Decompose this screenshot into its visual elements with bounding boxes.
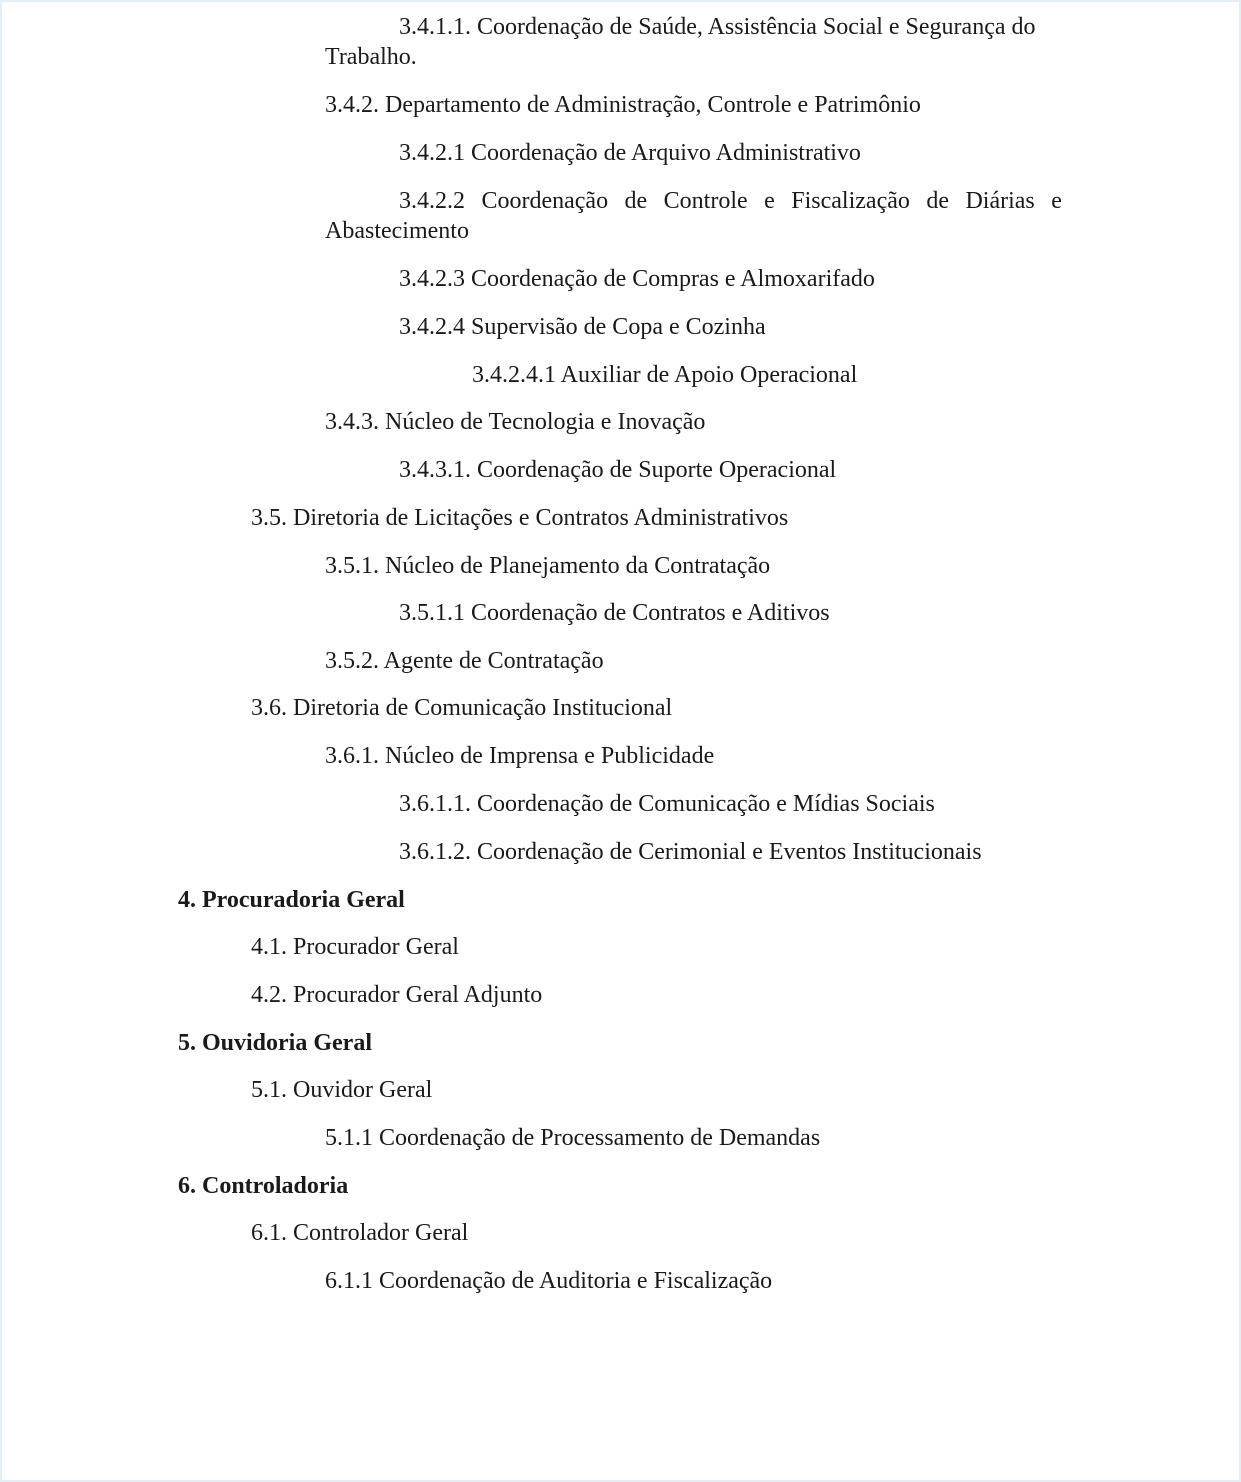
- list-item-text: 3.4.2.1 Coordenação de Arquivo Administrativo: [399, 140, 861, 166]
- section-heading-5: [178, 1028, 372, 1058]
- justified-word: e: [1051, 188, 1062, 214]
- list-item-3-4-3-1: [399, 455, 836, 485]
- list-item-3-6-1-1: [399, 789, 935, 819]
- justified-word: Diárias: [965, 188, 1035, 214]
- list-item-text: 3.4.3.1. Coordenação de Suporte Operacional: [399, 457, 837, 483]
- justified-word: Coordenação: [481, 188, 609, 214]
- justified-word: de: [926, 188, 949, 214]
- list-item-3-4-2-3: [399, 264, 875, 294]
- list-item-3-4-2-2: [399, 186, 1062, 216]
- list-item-3-4-2: [325, 90, 921, 120]
- list-item-text: 5.1. Ouvidor Geral: [251, 1077, 433, 1103]
- list-item-3-4-2-2-continuation: [325, 216, 469, 246]
- section-heading-6: [178, 1171, 348, 1201]
- list-item-text: Trabalho.: [325, 44, 417, 70]
- justified-word: de: [624, 188, 648, 214]
- justified-word: 3.4.2.2: [399, 188, 465, 214]
- list-item-3-4-2-4: [399, 312, 766, 342]
- list-item-3-6-1: [325, 741, 714, 771]
- list-item-3-4-3: [325, 407, 705, 437]
- list-item-3-4-1-1: [399, 12, 1062, 42]
- section-heading-text: 6. Controladoria: [178, 1173, 349, 1199]
- list-item-text: 3.5. Diretoria de Licitações e Contratos Administrativos: [251, 505, 789, 531]
- list-item-text: 5.1.1 Coordenação de Processamento de Demandas: [325, 1125, 821, 1151]
- list-item-6-1: [251, 1218, 468, 1248]
- list-item-text: 3.5.1.1 Coordenação de Contratos e Aditivos: [399, 600, 830, 626]
- list-item-text: 3.6.1.2. Coordenação de Cerimonial e Eventos Institucionais: [399, 839, 982, 865]
- list-item-3-5: [251, 503, 788, 533]
- list-item-3-5-2: [325, 646, 604, 676]
- list-item-text: 3.4.2.4 Supervisão de Copa e Cozinha: [399, 314, 766, 340]
- section-heading-4: [178, 885, 405, 915]
- list-item-3-6-1-2: [399, 837, 982, 867]
- list-item-text: 3.5.1. Núcleo de Planejamento da Contratação: [325, 553, 771, 579]
- list-item-text: 3.4.1.1. Coordenação de Saúde, Assistência Social e Segurança do: [399, 14, 1036, 40]
- list-item-3-4-1-1-continuation: [325, 42, 417, 72]
- list-item-text: 6.1.1 Coordenação de Auditoria e Fiscalização: [325, 1268, 773, 1294]
- list-item-text: 3.6. Diretoria de Comunicação Institucional: [251, 695, 673, 721]
- list-item-text: 3.4.2.3 Coordenação de Compras e Almoxarifado: [399, 266, 875, 292]
- justified-word: Controle: [663, 188, 748, 214]
- section-heading-text: 4. Procuradoria Geral: [178, 887, 405, 913]
- list-item-text: 3.6.1. Núcleo de Imprensa e Publicidade: [325, 743, 715, 769]
- list-item-text: 3.5.2. Agente de Contratação: [325, 648, 604, 674]
- list-item-text: 6.1. Controlador Geral: [251, 1220, 469, 1246]
- list-item-text: 3.4.2.4.1 Auxiliar de Apoio Operacional: [472, 362, 858, 388]
- list-item-text: 4.2. Procurador Geral Adjunto: [251, 982, 543, 1008]
- justified-word: e: [764, 188, 775, 214]
- list-item-3-4-2-4-1: [472, 360, 857, 390]
- list-item-3-5-1-1: [399, 598, 830, 628]
- list-item-4-1: [251, 932, 459, 962]
- section-heading-text: 5. Ouvidoria Geral: [178, 1030, 372, 1056]
- list-item-3-4-2-1: [399, 138, 861, 168]
- justified-word: Fiscalização: [791, 188, 910, 214]
- list-item-6-1-1: [325, 1266, 772, 1296]
- list-item-3-6: [251, 693, 672, 723]
- list-item-4-2: [251, 980, 542, 1010]
- list-item-5-1: [251, 1075, 432, 1105]
- list-item-text: 3.4.2. Departamento de Administração, Controle e Patrimônio: [325, 92, 921, 118]
- list-item-text: Abastecimento: [325, 218, 469, 244]
- list-item-text: 4.1. Procurador Geral: [251, 934, 459, 960]
- list-item-3-5-1: [325, 551, 770, 581]
- list-item-text: 3.6.1.1. Coordenação de Comunicação e Mídias Sociais: [399, 791, 935, 817]
- list-item-5-1-1: [325, 1123, 820, 1153]
- list-item-text: 3.4.3. Núcleo de Tecnologia e Inovação: [325, 409, 706, 435]
